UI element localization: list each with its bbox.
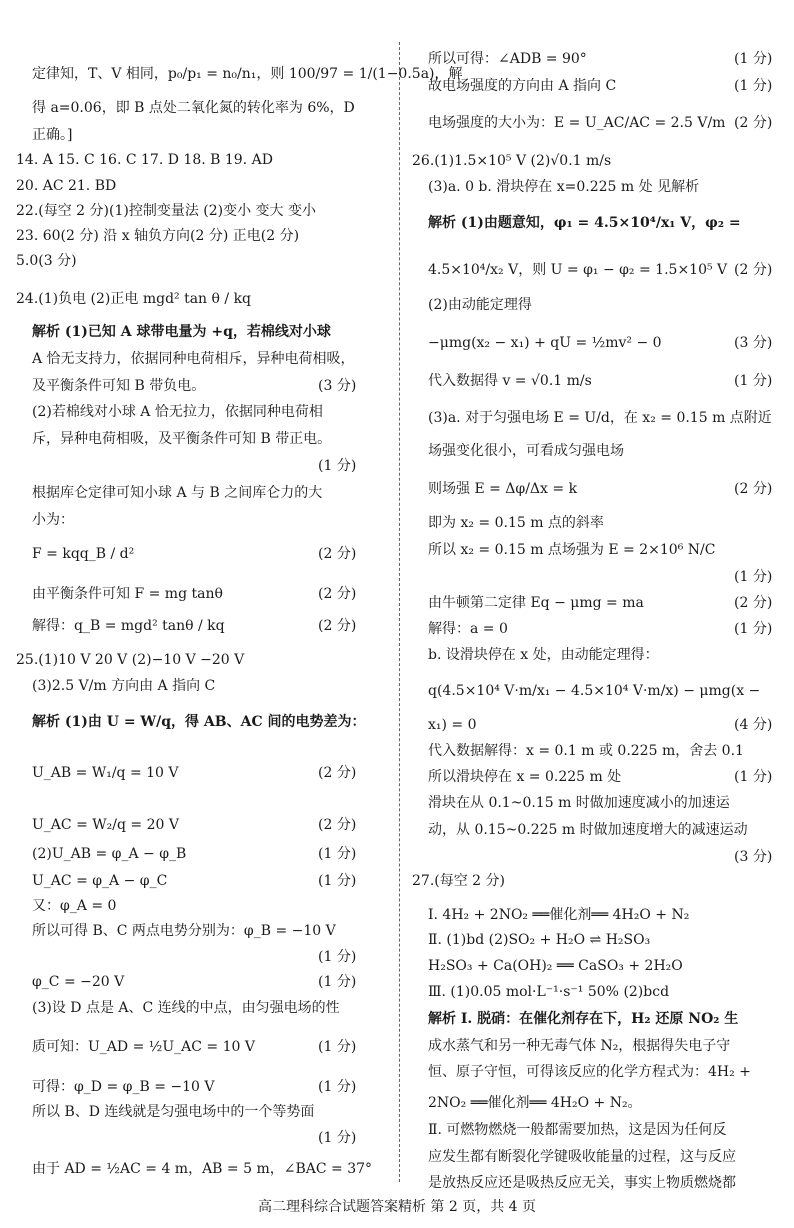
score-label: (2 分) [318,765,357,781]
answer-line: 滑块在从 0.1~0.15 m 时做加速度减小的加速运 [428,795,730,811]
answer-line: (2)由动能定理得 [428,297,532,313]
score-label: (2 分) [318,618,357,634]
score-label: (3 分) [734,849,773,865]
score-label: (1 分) [318,846,357,862]
score-label: (1 分) [734,569,773,585]
answer-line: 26.(1)1.5×10⁵ V (2)√0.1 m/s [412,153,612,169]
answer-line: (3)2.5 V/m 方向由 A 指向 C [32,678,216,694]
score-label: (1 分) [318,458,357,474]
answer-line: 解析 (1)由 U = W/q，得 AB、AC 间的电势差为： [32,714,366,730]
answer-line: F = kqq_B / d² [32,546,135,562]
score-label: (1 分) [318,974,357,990]
answer-line: 4.5×10⁴/x₂ V，则 U = φ₁ − φ₂ = 1.5×10⁵ V [428,262,728,278]
answer-line: 27.(每空 2 分) [412,873,505,889]
score-label: (1 分) [318,1130,357,1146]
answer-line: 代入数据解得：x = 0.1 m 或 0.225 m，舍去 0.1 [428,743,744,759]
answer-line: 所以 x₂ = 0.15 m 点场强为 E = 2×10⁶ N/C [428,542,716,558]
answer-line: 解得：q_B = mgd² tanθ / kq [32,618,225,634]
answer-line: (3)a. 0 b. 滑块停在 x=0.225 m 处 见解析 [428,179,700,195]
score-label: (1 分) [734,621,773,637]
answer-line: 质可知：U_AD = ½U_AC = 10 V [32,1039,255,1055]
answer-line: (2)U_AB = φ_A − φ_B [32,846,187,862]
score-label: (1 分) [734,373,773,389]
answer-line: 故电场强度的方向由 A 指向 C [428,78,617,94]
answer-line: Ⅰ. 4H₂ + 2NO₂ ══催化剂══ 4H₂O + N₂ [428,907,690,923]
answer-line: 根据库仑定律可知小球 A 与 B 之间库仑力的大 [32,485,323,501]
answer-line: 22.(每空 2 分)(1)控制变量法 (2)变小 变大 变小 [16,203,317,219]
answer-line: 小为： [32,512,74,528]
score-label: (2 分) [734,262,773,278]
answer-line: U_AC = φ_A − φ_C [32,873,168,889]
answer-line: 由牛顿第二定律 Eq − μmg = ma [428,595,644,611]
answer-line: 则场强 E = Δφ/Δx = k [428,481,578,497]
answer-line: x₁) = 0 [428,717,477,733]
answer-line: 所以可得 B、C 两点电势分别为：φ_B = −10 V [32,923,336,939]
answer-line: 所以滑块停在 x = 0.225 m 处 [428,769,622,785]
answer-line: 解析 (1)已知 A 球带电量为 +q，若棉线对小球 [32,324,331,340]
score-label: (3 分) [734,335,773,351]
answer-line: 20. AC 21. BD [16,178,117,194]
answer-line: 所以可得：∠ADB = 90° [428,51,587,67]
answer-line: 恒、原子守恒，可得该反应的化学方程式为：4H₂ + [428,1064,751,1080]
column-divider [399,42,400,1182]
answer-line: 定律知，T、V 相同，p₀/p₁ = n₀/n₁，则 100/97 = 1/(1−0.5a)，解 [32,66,463,82]
answer-line: 应发生都有断裂化学键吸收能量的过程，这与反应 [428,1149,736,1165]
answer-line: 即为 x₂ = 0.15 m 点的斜率 [428,515,604,531]
answer-line: 25.(1)10 V 20 V (2)−10 V −20 V [16,652,245,668]
score-label: (1 分) [318,873,357,889]
answer-line: (3)a. 对于匀强电场 E = U/d，在 x₂ = 0.15 m 点附近 [428,410,772,426]
answer-line: 及平衡条件可知 B 带负电。 [32,378,206,394]
answer-line: 24.(1)负电 (2)正电 mgd² tan θ / kq [16,291,252,307]
answer-line: 23. 60(2 分) 沿 x 轴负方向(2 分) 正电(2 分) [16,228,300,244]
answer-line: q(4.5×10⁴ V·m/x₁ − 4.5×10⁴ V·m/x) − μmg(x − [428,683,761,699]
answer-line: Ⅲ. (1)0.05 mol·L⁻¹·s⁻¹ 50% (2)bcd [428,984,670,1000]
answer-line: U_AB = W₁/q = 10 V [32,765,179,781]
answer-line: 代入数据得 v = √0.1 m/s [428,373,592,389]
answer-line: (2)若棉线对小球 A 恰无拉力，依据同种电荷相 [32,404,323,420]
answer-line: 所以 B、D 连线就是匀强电场中的一个等势面 [32,1104,315,1120]
score-label: (1 分) [734,51,773,67]
page-footer: 高二理科综合试题答案精析 第 2 页，共 4 页 [257,1199,537,1215]
answer-line: 是放热反应还是吸热反应无关，事实上物质燃烧都 [428,1175,736,1191]
score-label: (1 分) [318,949,357,965]
score-label: (2 分) [318,817,357,833]
score-label: (2 分) [318,546,357,562]
answer-line: 由于 AD = ½AC = 4 m，AB = 5 m，∠BAC = 37° [32,1161,373,1177]
answer-line: φ_C = −20 V [32,974,125,990]
score-label: (2 分) [318,586,357,602]
score-label: (1 分) [318,1039,357,1055]
answer-line: −μmg(x₂ − x₁) + qU = ½mv² − 0 [428,335,662,351]
answer-line: U_AC = W₂/q = 20 V [32,817,179,833]
answer-line: b. 设滑块停在 x 处，由动能定理得： [428,647,659,663]
answer-line: 又：φ_A = 0 [32,898,117,914]
answer-line: 电场强度的大小为：E = U_AC/AC = 2.5 V/m [428,115,726,131]
score-label: (1 分) [734,78,773,94]
answer-line: 成水蒸气和另一种无毒气体 N₂，根据得失电子守 [428,1038,731,1054]
score-label: (3 分) [318,378,357,394]
score-label: (1 分) [318,1079,357,1095]
score-label: (2 分) [734,115,773,131]
answer-line: 斥，异种电荷相吸，及平衡条件可知 B 带正电。 [32,431,332,447]
answer-line: H₂SO₃ + Ca(OH)₂ ══ CaSO₃ + 2H₂O [428,958,683,974]
answer-line: A 恰无支持力，依据同种电荷相斥，异种电荷相吸， [32,351,355,367]
answer-line: 可得：φ_D = φ_B = −10 V [32,1079,215,1095]
answer-line: 得 a=0.06，即 B 点处二氧化氮的转化率为 6%，D [32,100,355,116]
answer-line: Ⅱ. (1)bd (2)SO₂ + H₂O ⇌ H₂SO₃ [428,932,651,948]
answer-line: 解析 Ⅰ. 脱硝：在催化剂存在下，H₂ 还原 NO₂ 生 [428,1011,739,1027]
answer-line: 动，从 0.15~0.225 m 时做加速度增大的减速运动 [428,822,748,838]
answer-line: 5.0(3 分) [16,253,77,269]
answer-line: 场强变化很小，可看成匀强电场 [428,443,624,459]
answer-line: 由平衡条件可知 F = mg tanθ [32,586,223,602]
score-label: (1 分) [734,769,773,785]
score-label: (2 分) [734,595,773,611]
score-label: (4 分) [734,717,773,733]
answer-line: 14. A 15. C 16. C 17. D 18. B 19. AD [16,152,273,168]
answer-line: (3)设 D 点是 A、C 连线的中点，由匀强电场的性 [32,1000,340,1016]
answer-line: 解析 (1)由题意知，φ₁ = 4.5×10⁴/x₁ V，φ₂ = [428,215,741,231]
score-label: (2 分) [734,481,773,497]
answer-line: 解得：a = 0 [428,621,508,637]
answer-line: Ⅱ. 可燃物燃烧一般都需要加热，这是因为任何反 [428,1122,727,1138]
answer-line: 2NO₂ ══催化剂══ 4H₂O + N₂。 [428,1095,642,1111]
answer-line: 正确。] [32,127,73,143]
